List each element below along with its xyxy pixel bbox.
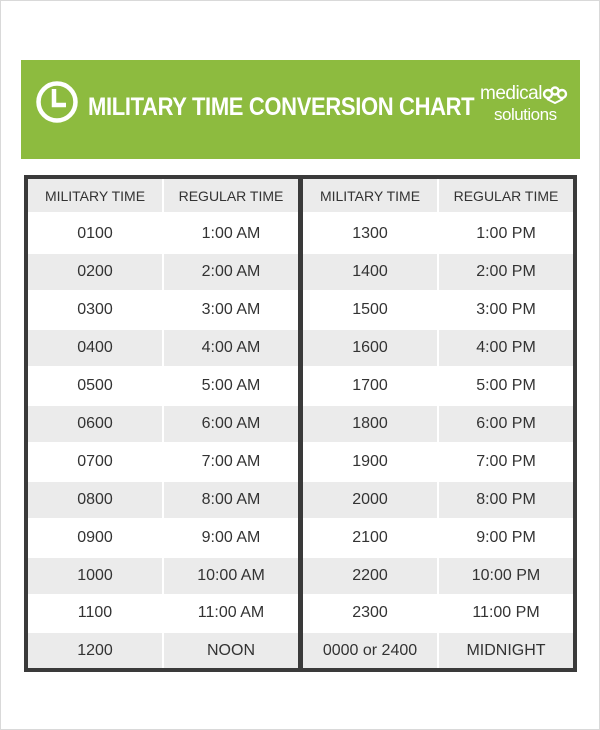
table-row bbox=[28, 292, 298, 328]
military-time-column-header: MILITARY TIME bbox=[303, 179, 437, 212]
military-time-cell: 0800 bbox=[28, 482, 162, 518]
military-time-cell: 1200 bbox=[28, 633, 162, 668]
table-row bbox=[303, 406, 573, 442]
regular-time-cell: 4:00 AM bbox=[164, 330, 298, 366]
regular-time-cell: 6:00 PM bbox=[439, 406, 573, 442]
military-time-cell: 0500 bbox=[28, 368, 162, 404]
military-time-cell: 1300 bbox=[303, 216, 437, 252]
military-time-cell: 0100 bbox=[28, 216, 162, 252]
regular-time-cell: 7:00 PM bbox=[439, 444, 573, 480]
logo-text-line1: medical bbox=[480, 83, 542, 104]
military-time-column-header: MILITARY TIME bbox=[28, 179, 162, 212]
military-time-cell: 1900 bbox=[303, 444, 437, 480]
military-time-cell: 0900 bbox=[28, 520, 162, 556]
table-row bbox=[28, 444, 298, 480]
logo-text-line2: solutions bbox=[494, 105, 557, 124]
regular-time-cell: 5:00 PM bbox=[439, 368, 573, 404]
table-row bbox=[303, 558, 573, 594]
medical-solutions-logo bbox=[478, 80, 570, 130]
military-time-cell: 0200 bbox=[28, 254, 162, 290]
table-row bbox=[303, 292, 573, 328]
military-time-cell: 1700 bbox=[303, 368, 437, 404]
regular-time-cell: 9:00 PM bbox=[439, 520, 573, 556]
regular-time-cell: 2:00 AM bbox=[164, 254, 298, 290]
military-time-cell: 2100 bbox=[303, 520, 437, 556]
regular-time-column-header: REGULAR TIME bbox=[164, 179, 298, 212]
regular-time-cell: 5:00 AM bbox=[164, 368, 298, 404]
military-time-cell: 1500 bbox=[303, 292, 437, 328]
table-row bbox=[28, 254, 298, 290]
regular-time-cell: 3:00 PM bbox=[439, 292, 573, 328]
regular-time-cell: 8:00 PM bbox=[439, 482, 573, 518]
table-row bbox=[28, 520, 298, 556]
conversion-table bbox=[24, 175, 577, 672]
regular-time-cell: 10:00 PM bbox=[439, 558, 573, 594]
military-time-cell: 1000 bbox=[28, 558, 162, 594]
logo-mark-icon bbox=[542, 86, 568, 104]
table-row bbox=[303, 254, 573, 290]
regular-time-cell: 3:00 AM bbox=[164, 292, 298, 328]
table-row bbox=[303, 595, 573, 631]
table-left-half bbox=[28, 179, 298, 668]
regular-time-cell: NOON bbox=[164, 633, 298, 668]
table-row bbox=[28, 368, 298, 404]
table-row bbox=[303, 633, 573, 668]
regular-time-cell: MIDNIGHT bbox=[439, 633, 573, 668]
military-time-cell: 0400 bbox=[28, 330, 162, 366]
military-time-cell: 1100 bbox=[28, 595, 162, 631]
table-row bbox=[303, 520, 573, 556]
table-row bbox=[28, 406, 298, 442]
military-time-cell: 0300 bbox=[28, 292, 162, 328]
regular-time-column-header: REGULAR TIME bbox=[439, 179, 573, 212]
military-time-cell: 2200 bbox=[303, 558, 437, 594]
military-time-cell: 1600 bbox=[303, 330, 437, 366]
table-right-half bbox=[303, 179, 573, 668]
military-time-cell: 0000 or 2400 bbox=[303, 633, 437, 668]
table-row bbox=[28, 595, 298, 631]
table-row bbox=[303, 216, 573, 252]
regular-time-cell: 1:00 PM bbox=[439, 216, 573, 252]
military-time-cell: 2000 bbox=[303, 482, 437, 518]
military-time-cell: 1800 bbox=[303, 406, 437, 442]
table-row bbox=[28, 330, 298, 366]
table-row bbox=[303, 368, 573, 404]
regular-time-cell: 10:00 AM bbox=[164, 558, 298, 594]
military-time-cell: 0600 bbox=[28, 406, 162, 442]
regular-time-cell: 9:00 AM bbox=[164, 520, 298, 556]
table-row bbox=[28, 216, 298, 252]
regular-time-cell: 8:00 AM bbox=[164, 482, 298, 518]
table-header-row bbox=[303, 179, 573, 212]
table-row bbox=[28, 633, 298, 668]
table-row bbox=[28, 558, 298, 594]
table-header-row bbox=[28, 179, 298, 212]
page-title: MILITARY TIME CONVERSION CHART bbox=[88, 93, 475, 121]
regular-time-cell: 7:00 AM bbox=[164, 444, 298, 480]
regular-time-cell: 11:00 AM bbox=[164, 595, 298, 631]
table-row bbox=[303, 444, 573, 480]
regular-time-cell: 4:00 PM bbox=[439, 330, 573, 366]
clock-icon bbox=[35, 73, 79, 131]
military-time-cell: 0700 bbox=[28, 444, 162, 480]
regular-time-cell: 6:00 AM bbox=[164, 406, 298, 442]
regular-time-cell: 2:00 PM bbox=[439, 254, 573, 290]
regular-time-cell: 11:00 PM bbox=[439, 595, 573, 631]
military-time-cell: 2300 bbox=[303, 595, 437, 631]
military-time-cell: 1400 bbox=[303, 254, 437, 290]
table-row bbox=[303, 482, 573, 518]
table-row bbox=[303, 330, 573, 366]
regular-time-cell: 1:00 AM bbox=[164, 216, 298, 252]
table-row bbox=[28, 482, 298, 518]
